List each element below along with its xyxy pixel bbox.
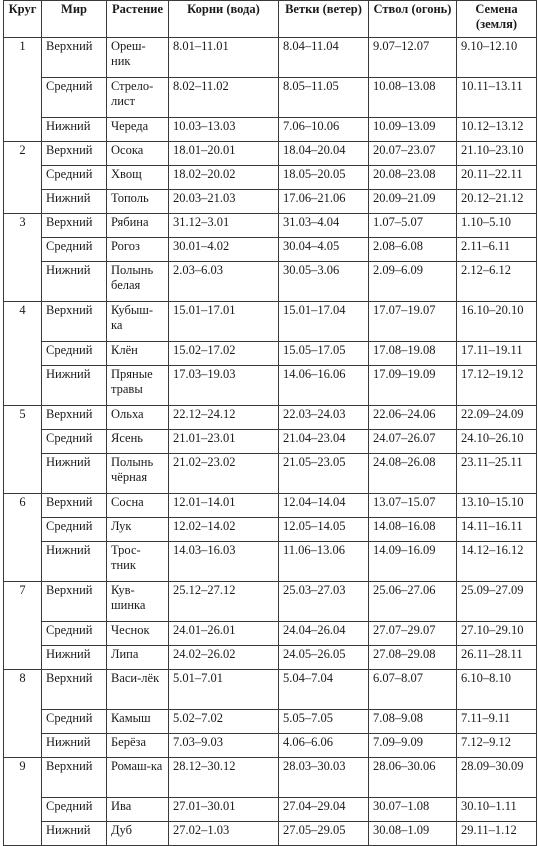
trunk-cell: 20.07–23.07 [369, 142, 457, 166]
branches-cell: 22.03–24.03 [279, 406, 369, 430]
trunk-cell: 2.08–6.08 [369, 238, 457, 262]
trunk-cell: 7.09–9.09 [369, 734, 457, 758]
trunk-cell: 14.09–16.09 [369, 542, 457, 582]
trunk-cell: 10.09–13.09 [369, 118, 457, 142]
table-row [4, 78, 537, 118]
branches-cell: 15.05–17.05 [279, 342, 369, 366]
world-cell: Нижний [42, 734, 107, 758]
plant-cell: Ромаш-ка [107, 758, 169, 798]
seeds-cell: 16.10–20.10 [457, 302, 537, 342]
seeds-cell: 28.09–30.09 [457, 758, 537, 798]
seeds-cell: 1.10–5.10 [457, 214, 537, 238]
branches-cell: 18.05–20.05 [279, 166, 369, 190]
seeds-cell: 9.10–12.10 [457, 38, 537, 78]
branches-cell: 28.03–30.03 [279, 758, 369, 798]
plant-cell: Хвощ [107, 166, 169, 190]
world-cell: Верхний [42, 38, 107, 78]
trunk-cell: 27.08–29.08 [369, 646, 457, 670]
seeds-cell: 10.11–13.11 [457, 78, 537, 118]
world-cell: Средний [42, 78, 107, 118]
plant-cell: Осока [107, 142, 169, 166]
world-cell: Нижний [42, 542, 107, 582]
circle-number: 6 [4, 494, 42, 582]
world-cell: Средний [42, 166, 107, 190]
branches-cell: 18.04–20.04 [279, 142, 369, 166]
seeds-cell: 29.11–1.12 [457, 822, 537, 846]
roots-cell: 14.03–16.03 [169, 542, 279, 582]
circle-number: 1 [4, 38, 42, 142]
table-row [4, 366, 537, 406]
circle-number: 7 [4, 582, 42, 670]
world-cell: Верхний [42, 582, 107, 622]
plant-cell: Тополь [107, 190, 169, 214]
seeds-cell: 20.11–22.11 [457, 166, 537, 190]
seeds-cell: 17.12–19.12 [457, 366, 537, 406]
branches-cell: 21.04–23.04 [279, 430, 369, 454]
roots-cell: 8.02–11.02 [169, 78, 279, 118]
roots-cell: 12.01–14.01 [169, 494, 279, 518]
roots-cell: 2.03–6.03 [169, 262, 279, 302]
roots-cell: 25.12–27.12 [169, 582, 279, 622]
table-row [4, 734, 537, 758]
seeds-cell: 25.09–27.09 [457, 582, 537, 622]
roots-cell: 31.12–3.01 [169, 214, 279, 238]
trunk-cell: 17.07–19.07 [369, 302, 457, 342]
circle-number: 5 [4, 406, 42, 494]
world-cell: Средний [42, 342, 107, 366]
plant-cell: Берёза [107, 734, 169, 758]
seeds-cell: 10.12–13.12 [457, 118, 537, 142]
branches-cell: 24.05–26.05 [279, 646, 369, 670]
roots-cell: 15.02–17.02 [169, 342, 279, 366]
roots-cell: 8.01–11.01 [169, 38, 279, 78]
plant-cell: Череда [107, 118, 169, 142]
table-row [4, 214, 537, 238]
world-cell: Средний [42, 798, 107, 822]
trunk-cell: 6.07–8.07 [369, 670, 457, 710]
branches-cell: 8.05–11.05 [279, 78, 369, 118]
plant-cell: Чеснок [107, 622, 169, 646]
branches-cell: 4.06–6.06 [279, 734, 369, 758]
trunk-cell: 9.07–12.07 [369, 38, 457, 78]
world-cell: Нижний [42, 646, 107, 670]
branches-cell: 30.04–4.05 [279, 238, 369, 262]
world-cell: Нижний [42, 366, 107, 406]
branches-cell: 30.05–3.06 [279, 262, 369, 302]
branches-cell: 12.04–14.04 [279, 494, 369, 518]
roots-cell: 30.01–4.02 [169, 238, 279, 262]
plant-cell: Клён [107, 342, 169, 366]
seeds-cell: 2.12–6.12 [457, 262, 537, 302]
seeds-cell: 7.12–9.12 [457, 734, 537, 758]
trunk-cell: 13.07–15.07 [369, 494, 457, 518]
seeds-cell: 22.09–24.09 [457, 406, 537, 430]
header-row [4, 1, 537, 38]
table-row [4, 542, 537, 582]
roots-cell: 7.03–9.03 [169, 734, 279, 758]
table-row [4, 142, 537, 166]
table-row [4, 166, 537, 190]
circle-number: 2 [4, 142, 42, 214]
world-cell: Верхний [42, 406, 107, 430]
seeds-cell: 2.11–6.11 [457, 238, 537, 262]
world-cell: Верхний [42, 214, 107, 238]
header-trunk: Ствол (огонь) [369, 1, 457, 38]
roots-cell: 12.02–14.02 [169, 518, 279, 542]
world-cell: Средний [42, 710, 107, 734]
world-cell: Средний [42, 238, 107, 262]
trunk-cell: 1.07–5.07 [369, 214, 457, 238]
plant-cell: Рябина [107, 214, 169, 238]
plant-cell: Васи-лёк [107, 670, 169, 710]
branches-cell: 27.05–29.05 [279, 822, 369, 846]
table-body [4, 38, 537, 846]
trunk-cell: 7.08–9.08 [369, 710, 457, 734]
plant-cell: Лук [107, 518, 169, 542]
plant-cell: Ива [107, 798, 169, 822]
roots-cell: 27.01–30.01 [169, 798, 279, 822]
branches-cell: 8.04–11.04 [279, 38, 369, 78]
trunk-cell: 30.08–1.09 [369, 822, 457, 846]
plant-cell: Полынь чёрная [107, 454, 169, 494]
seeds-cell: 23.11–25.11 [457, 454, 537, 494]
header-mir: Мир [42, 1, 107, 38]
seeds-cell: 14.11–16.11 [457, 518, 537, 542]
table-row [4, 406, 537, 430]
seeds-cell: 14.12–16.12 [457, 542, 537, 582]
plant-cell: Трос-тник [107, 542, 169, 582]
plant-cell: Сосна [107, 494, 169, 518]
seeds-cell: 13.10–15.10 [457, 494, 537, 518]
roots-cell: 15.01–17.01 [169, 302, 279, 342]
branches-cell: 7.06–10.06 [279, 118, 369, 142]
seeds-cell: 21.10–23.10 [457, 142, 537, 166]
world-cell: Средний [42, 430, 107, 454]
seeds-cell: 7.11–9.11 [457, 710, 537, 734]
roots-cell: 21.02–23.02 [169, 454, 279, 494]
seeds-cell: 6.10–8.10 [457, 670, 537, 710]
roots-cell: 18.01–20.01 [169, 142, 279, 166]
table-row [4, 582, 537, 622]
table-row [4, 758, 537, 798]
plant-cell: Пряные травы [107, 366, 169, 406]
plant-cell: Кубыш-ка [107, 302, 169, 342]
table-row [4, 646, 537, 670]
roots-cell: 17.03–19.03 [169, 366, 279, 406]
branches-cell: 5.05–7.05 [279, 710, 369, 734]
branches-cell: 5.04–7.04 [279, 670, 369, 710]
world-cell: Верхний [42, 758, 107, 798]
plant-cell: Стрело-лист [107, 78, 169, 118]
table-row [4, 302, 537, 342]
table-row [4, 670, 537, 710]
trunk-cell: 28.06–30.06 [369, 758, 457, 798]
plant-cell: Ольха [107, 406, 169, 430]
table-row [4, 518, 537, 542]
trunk-cell: 27.07–29.07 [369, 622, 457, 646]
branches-cell: 12.05–14.05 [279, 518, 369, 542]
plant-cell: Камыш [107, 710, 169, 734]
roots-cell: 27.02–1.03 [169, 822, 279, 846]
trunk-cell: 2.09–6.09 [369, 262, 457, 302]
roots-cell: 10.03–13.03 [169, 118, 279, 142]
branches-cell: 25.03–27.03 [279, 582, 369, 622]
circle-number: 4 [4, 302, 42, 406]
plant-cell: Кув-шинка [107, 582, 169, 622]
plant-cell: Полынь белая [107, 262, 169, 302]
branches-cell: 21.05–23.05 [279, 454, 369, 494]
table-row [4, 430, 537, 454]
seeds-cell: 26.11–28.11 [457, 646, 537, 670]
table-row [4, 494, 537, 518]
roots-cell: 24.02–26.02 [169, 646, 279, 670]
world-cell: Верхний [42, 670, 107, 710]
plant-cell: Ясень [107, 430, 169, 454]
trunk-cell: 22.06–24.06 [369, 406, 457, 430]
table-row [4, 262, 537, 302]
table-row [4, 190, 537, 214]
branches-cell: 27.04–29.04 [279, 798, 369, 822]
trunk-cell: 17.08–19.08 [369, 342, 457, 366]
trunk-cell: 25.06–27.06 [369, 582, 457, 622]
world-cell: Верхний [42, 142, 107, 166]
circle-number: 8 [4, 670, 42, 758]
trunk-cell: 10.08–13.08 [369, 78, 457, 118]
branches-cell: 15.01–17.04 [279, 302, 369, 342]
seeds-cell: 17.11–19.11 [457, 342, 537, 366]
plant-cell: Дуб [107, 822, 169, 846]
roots-cell: 21.01–23.01 [169, 430, 279, 454]
roots-cell: 24.01–26.01 [169, 622, 279, 646]
branches-cell: 14.06–16.06 [279, 366, 369, 406]
header-krug: Круг [4, 1, 42, 38]
world-cell: Средний [42, 622, 107, 646]
table-row [4, 798, 537, 822]
plant-cell: Липа [107, 646, 169, 670]
roots-cell: 5.01–7.01 [169, 670, 279, 710]
table-row [4, 710, 537, 734]
header-branches: Ветки (ветер) [279, 1, 369, 38]
world-cell: Верхний [42, 494, 107, 518]
header-seeds: Семена (земля) [457, 1, 537, 38]
trunk-cell: 14.08–16.08 [369, 518, 457, 542]
header-roots: Корни (вода) [169, 1, 279, 38]
calendar-table [3, 0, 537, 846]
plant-cell: Рогоз [107, 238, 169, 262]
trunk-cell: 30.07–1.08 [369, 798, 457, 822]
branches-cell: 24.04–26.04 [279, 622, 369, 646]
branches-cell: 17.06–21.06 [279, 190, 369, 214]
roots-cell: 28.12–30.12 [169, 758, 279, 798]
circle-number: 3 [4, 214, 42, 302]
trunk-cell: 24.07–26.07 [369, 430, 457, 454]
seeds-cell: 24.10–26.10 [457, 430, 537, 454]
trunk-cell: 24.08–26.08 [369, 454, 457, 494]
table-row [4, 622, 537, 646]
roots-cell: 20.03–21.03 [169, 190, 279, 214]
world-cell: Нижний [42, 822, 107, 846]
world-cell: Нижний [42, 262, 107, 302]
header-plant: Растение [107, 1, 169, 38]
table-row [4, 342, 537, 366]
trunk-cell: 20.08–23.08 [369, 166, 457, 190]
world-cell: Нижний [42, 454, 107, 494]
table-row [4, 118, 537, 142]
seeds-cell: 27.10–29.10 [457, 622, 537, 646]
world-cell: Нижний [42, 118, 107, 142]
seeds-cell: 20.12–21.12 [457, 190, 537, 214]
roots-cell: 22.12–24.12 [169, 406, 279, 430]
world-cell: Верхний [42, 302, 107, 342]
roots-cell: 5.02–7.02 [169, 710, 279, 734]
seeds-cell: 30.10–1.11 [457, 798, 537, 822]
table-row [4, 38, 537, 78]
roots-cell: 18.02–20.02 [169, 166, 279, 190]
trunk-cell: 17.09–19.09 [369, 366, 457, 406]
plant-cell: Ореш-ник [107, 38, 169, 78]
branches-cell: 11.06–13.06 [279, 542, 369, 582]
table-row [4, 454, 537, 494]
world-cell: Нижний [42, 190, 107, 214]
table-row [4, 238, 537, 262]
circle-number: 9 [4, 758, 42, 846]
table-row [4, 822, 537, 846]
world-cell: Средний [42, 518, 107, 542]
branches-cell: 31.03–4.04 [279, 214, 369, 238]
trunk-cell: 20.09–21.09 [369, 190, 457, 214]
